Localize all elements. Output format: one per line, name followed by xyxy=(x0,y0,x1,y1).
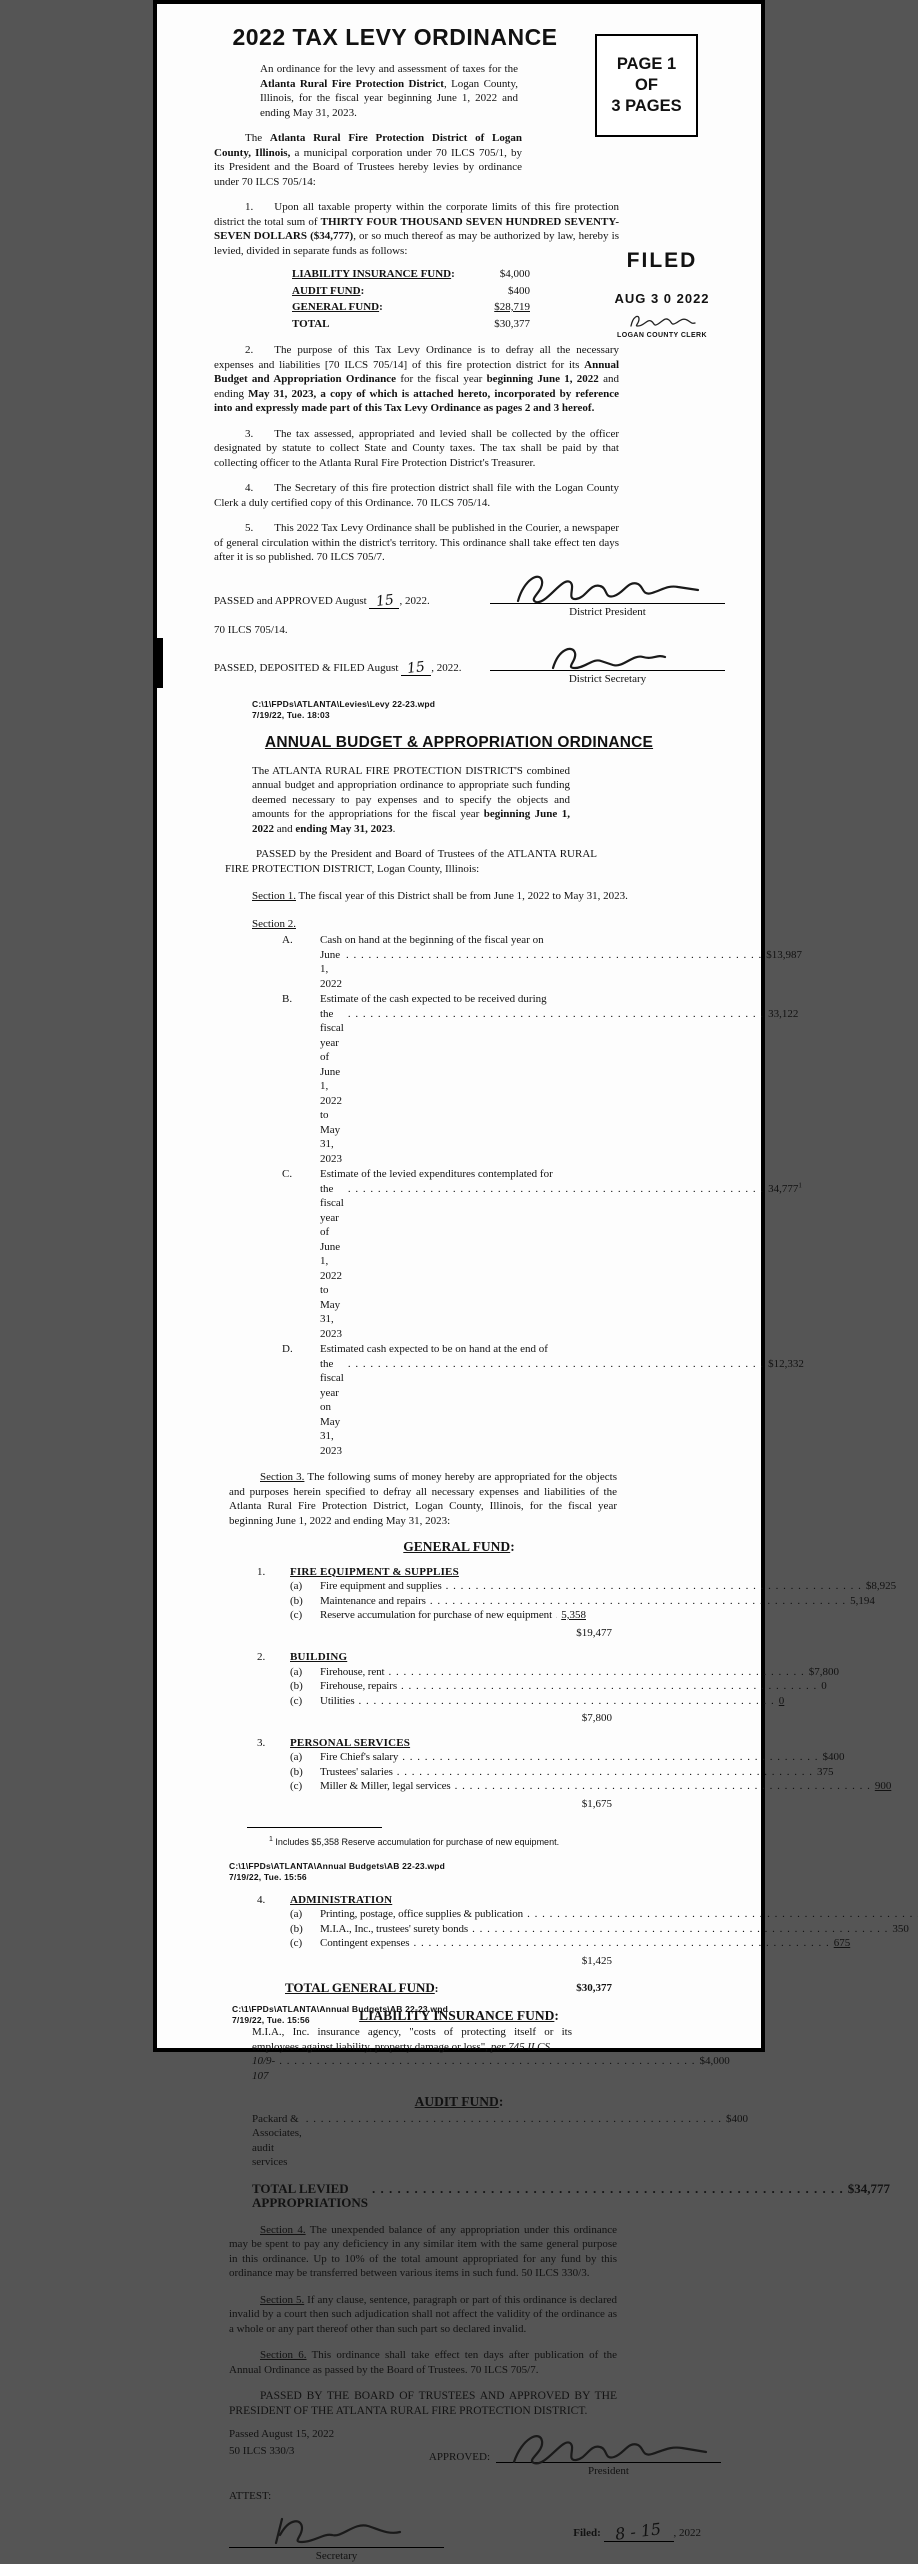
secretary-filed-row xyxy=(229,2509,701,2564)
budget-category: 1. FIRE EQUIPMENT & SUPPLIES (a) Fire equipment and supplies . . . $8,925 (b) Maintenance and repairs . . . 5,194 (c) Reserve accumulation for purchase of new equipment . . . 5,358 $19,477 xyxy=(257,1565,612,1641)
budget-line-item: B. Estimate of the cash expected to be received during the fiscal year of June 1, 2022 to May 31, 2023 . . . 33,122 xyxy=(282,992,600,1166)
dot-leader xyxy=(348,1182,764,1197)
page-box-line: PAGE 1 xyxy=(616,55,677,73)
dot-leader xyxy=(348,1357,764,1372)
district-paragraph: The Atlanta Rural Fire Protection District of Logan County, Illinois, a municipal corporation under 70 ILCS 705/1, by its President and the Board of Trustees hereby levies by ordinance under 70 ILCS 705/14: xyxy=(214,132,523,188)
handwritten-date: 15 xyxy=(374,591,395,610)
budget-intro: The ATLANTA RURAL FIRE PROTECTION DISTRICT'S combined annual budget and appropriation ordinance to appropriate such funding deemed necessary to pay expenses and to specify the objects and amounts for the appropriations for the fiscal year beginning June 1, 2022 and ending May 31, 2023. xyxy=(252,764,570,835)
county-clerk-signature xyxy=(625,311,699,331)
amount: 33,122 xyxy=(768,1007,799,1020)
scanned-ordinance-page xyxy=(153,0,909,2562)
liability-fund-amount-row: 10/9-107 . . . $4,000 xyxy=(252,2054,612,2083)
audit-fund-heading: AUDIT FUND: xyxy=(414,2094,504,2109)
dot-leader xyxy=(455,1779,871,1794)
amount: $34,777 xyxy=(847,2180,891,2196)
dot-leader xyxy=(556,1608,557,1623)
dot-leader xyxy=(359,1694,775,1709)
president-signature-label: District President xyxy=(569,605,646,618)
dot-leader xyxy=(306,2112,722,2127)
budget-line-item: (b) M.I.A., Inc., trustees' surety bonds . . . 350 xyxy=(290,1922,586,1937)
page-box-line: OF xyxy=(635,76,658,94)
category-subtotal: $19,477 xyxy=(576,1626,612,1639)
page-box-line: 3 PAGES xyxy=(611,97,682,115)
file-timestamp: 7/19/22, Tue. 15:56 xyxy=(229,1871,307,1882)
budget-line-item: (a) Firehouse, rent . . . $7,800 xyxy=(290,1665,586,1680)
fund-value: $30,377 xyxy=(494,317,530,330)
handwritten-date: 15 xyxy=(406,658,427,677)
file-timestamp: 7/19/22, Tue. 15:56 xyxy=(232,2015,310,2025)
document-footer xyxy=(252,699,761,721)
amount: $12,332 xyxy=(768,1357,804,1370)
section-3: Section 3. The following sums of money hereby are appropriated for the objects and purposes herein specified to defray all necessary expenses and liabilities of the Atlanta Rural Fire Protection District, Logan County, Illinois, for the fiscal year beginning June 1, 2022 and ending May 31, 2023: xyxy=(229,1471,618,1527)
dot-leader xyxy=(430,1594,846,1609)
ilcs-citation: 50 ILCS 330/3 xyxy=(229,2445,295,2457)
fund-label: LIABILITY INSURANCE FUND xyxy=(292,268,452,280)
fund-label: AUDIT FUND xyxy=(292,284,361,297)
date-blank xyxy=(369,593,399,610)
attest-label: ATTEST: xyxy=(229,2489,272,2502)
fund-table xyxy=(292,266,530,332)
fund-label: TOTAL xyxy=(292,317,330,330)
passed-by-board-text: PASSED BY THE BOARD OF TRUSTEES AND APPROVED BY THE PRESIDENT OF THE ATLANTA RURAL FIRE PROTECTION DISTRICT. xyxy=(229,2390,617,2417)
passed-deposited-text: PASSED, DEPOSITED & FILED August 15 , 2022. xyxy=(214,658,462,677)
total-levied-label: TOTAL LEVIED APPROPRIATIONS xyxy=(252,2180,369,2210)
secretary-signature-label: Secretary xyxy=(315,2550,358,2562)
approved-label: APPROVED: xyxy=(428,2451,490,2463)
budget-category: 3. PERSONAL SERVICES (a) Fire Chief's salary . . . $400 (b) Trustees' salaries . . . 375 (c) Miller & Miller, legal services . . . 900 $1,675 xyxy=(257,1736,612,1812)
intro-paragraph: An ordinance for the levy and assessment of taxes for the Atlanta Rural Fire Protection District, Logan County, Illinois, for the fiscal year beginning June 1, 2022 and ending May 31, 2023. xyxy=(260,63,518,119)
date-blank xyxy=(401,660,431,677)
category-subtotal: $1,675 xyxy=(581,1797,612,1810)
filed-label: Filed: xyxy=(573,2527,601,2539)
levy-item-3: 3. The tax assessed, appropriated and levied shall be collected by the officer designated by statute to collect State and County taxes. The tax shall be paid by that collecting officer to the Atlanta Rural Fire Protection District's Treasurer. xyxy=(214,427,619,469)
budget-line-item: (b) Maintenance and repairs . . . 5,194 xyxy=(290,1594,586,1609)
footnote-marker: 1 xyxy=(269,1836,273,1843)
footnote-block xyxy=(247,1827,761,1850)
dot-leader xyxy=(413,1936,829,1951)
clerk-stamp-label: LOGAN COUNTY CLERK xyxy=(617,331,707,339)
amount: 5,358 xyxy=(561,1609,586,1621)
category-subtotal: $1,425 xyxy=(581,1954,612,1967)
file-path: C:\1\FPDs\ATLANTA\Levies\Levy 22-23.wpd xyxy=(252,699,436,709)
page-number-box xyxy=(595,34,698,137)
levy-item-1: 1. Upon all taxable property within the corporate limits of this fire protection district the total sum of THIRTY FOUR THOUSAND SEVEN HUNDRED SEVENTY-SEVEN DOLLARS ($34,777), or so much thereof as may be authorized by law, hereby is levied, divided in separate funds as follows: xyxy=(214,201,620,257)
president-signature-block xyxy=(490,567,725,620)
budget-heading: ANNUAL BUDGET & APPROPRIATION ORDINANCE xyxy=(264,734,654,751)
footnote-marker: 1 xyxy=(798,1180,802,1189)
section-1: Section 1. The fiscal year of this District shall be from June 1, 2022 to May 31, 2023. xyxy=(252,890,628,902)
budget-line-item: (c) Contingent expenses . . . 675 xyxy=(290,1936,586,1951)
document-footer xyxy=(232,2004,448,2026)
footnote-rule xyxy=(247,1827,382,1828)
general-fund-heading: GENERAL FUND: xyxy=(403,1539,515,1554)
dot-leader xyxy=(472,1922,888,1937)
section-5: Section 5. If any clause, sentence, paragraph or part of this ordinance is declared invalid by a court then such adjudication shall not affect the validity of the ordinance as a whole or any part thereof other than such part so declared invalid. xyxy=(229,2293,617,2335)
total-levied-row xyxy=(252,2180,891,2211)
budget-line-item: (a) Fire Chief's salary . . . $400 xyxy=(290,1750,586,1765)
filed-stamp xyxy=(582,250,742,343)
document-title: 2022 TAX LEVY ORDINANCE xyxy=(232,24,558,50)
budget-line-item: D. Estimated cash expected to be on hand at the end of the fiscal year on May 31, 2023 . . . $12,332 xyxy=(282,1342,600,1458)
file-path: C:\1\FPDs\ATLANTA\Annual Budgets\AB 22-23.wpd xyxy=(232,2004,449,2014)
budget-category: 2. BUILDING (a) Firehouse, rent . . . $7,800 (b) Firehouse, repairs . . . 0 (c) Utilities . . . 0 $7,800 xyxy=(257,1650,612,1726)
passed-date: Passed August 15, 2022 xyxy=(229,2428,335,2440)
passed-approved-row xyxy=(214,567,725,620)
dot-leader xyxy=(401,1679,817,1694)
dot-leader xyxy=(279,2054,695,2069)
budget-passed-by: PASSED by the President and Board of Trustees of the ATLANTA RURAL FIRE PROTECTION DISTRICT, Logan County, Illinois: xyxy=(225,848,597,875)
dot-leader xyxy=(397,1765,813,1780)
dot-leader xyxy=(372,2182,844,2197)
amount: $30,377 xyxy=(576,1982,612,1994)
budget-line-item: (b) Trustees' salaries . . . 375 xyxy=(290,1765,586,1780)
amount: 350 xyxy=(892,1922,909,1935)
file-path: C:\1\FPDs\ATLANTA\Annual Budgets\AB 22-23.wpd xyxy=(229,1860,446,1871)
levy-item-2: 2. The purpose of this Tax Levy Ordinance is to defray all the necessary expenses and liabilities [70 ILCS 705/14] of this fire protection district for its Annual Budget and Appropriation Ordinance for the fiscal year beginning June 1, 2022 and ending May 31, 2023, a copy of which is attached hereto, incorporated by reference into and expressly made part of this Tax Levy Ordinance as pages 2 and 3 hereof. xyxy=(214,344,619,414)
filed-stamp-text: FILED xyxy=(626,249,698,272)
section-4: Section 4. The unexpended balance of any appropriation under this ordinance may be spent to pay any deficiency in any similar item with the same general purpose in this ordinance. Up to 10% of the total amount appropriated for any fund by this ordinance may be transferred between various items in such fund. 50 ILCS 330/3. xyxy=(229,2223,618,2279)
liability-fund-heading: LIABILITY INSURANCE FUND: xyxy=(359,2007,559,2023)
secretary-signature-block xyxy=(229,2509,444,2564)
budget-line-item: (a) Fire equipment and supplies . . . $8,925 xyxy=(290,1579,586,1594)
budget-line-item: A. Cash on hand at the beginning of the fiscal year on June 1, 2022 . . . $13,987 xyxy=(282,933,600,991)
fund-row: LIABILITY INSURANCE FUND: $4,000 xyxy=(292,266,530,283)
section-2-label: Section 2. xyxy=(252,917,296,930)
category-name: PERSONAL SERVICES xyxy=(290,1736,411,1749)
section-2-items xyxy=(282,933,804,1458)
amount: $400 xyxy=(726,2112,749,2125)
amount: 900 xyxy=(874,1780,892,1792)
filed-date-row: Filed: 8 - 15 , 2022 xyxy=(573,2519,701,2544)
amount: 0 xyxy=(778,1694,785,1707)
dot-leader xyxy=(348,1007,764,1022)
amount: $8,925 xyxy=(865,1580,897,1592)
passed-approved-text: PASSED and APPROVED August 15 , 2022. xyxy=(214,591,430,610)
secretary-signature xyxy=(262,2509,412,2551)
fund-table-section xyxy=(157,249,761,339)
fund-row xyxy=(292,316,530,333)
scan-artifact xyxy=(157,638,163,688)
signature-line xyxy=(490,603,725,604)
budget-line-item: (c) Utilities . . . 0 xyxy=(290,1694,586,1709)
passed-deposited-row xyxy=(214,640,725,687)
budget-line-item: (c) Miller & Miller, legal services . . . 900 xyxy=(290,1779,586,1794)
section-6: Section 6. This ordinance shall take effect ten days after publication of the Annual Ordinance as passed by the Board of Trustees. 70 ILCS 705/7. xyxy=(229,2349,617,2376)
president-signature-block xyxy=(496,2426,721,2479)
signature-line xyxy=(490,670,725,671)
amount: 0 xyxy=(821,1680,827,1692)
footnote-text: Includes $5,358 Reserve accumulation for purchase of new equipment. xyxy=(272,1837,560,1847)
category-name: FIRE EQUIPMENT & SUPPLIES xyxy=(290,1565,459,1578)
budget-line-item: (b) Firehouse, repairs . . . 0 xyxy=(290,1679,586,1694)
fund-value: $400 xyxy=(508,284,530,297)
file-timestamp: 7/19/22, Tue. 18:03 xyxy=(252,710,330,720)
amount: $13,987 xyxy=(766,948,802,961)
fund-label: GENERAL FUND xyxy=(292,301,380,313)
budget-line-item: (a) Printing, postage, office supplies & publication . . . xyxy=(290,1907,586,1922)
amount: $4,000 xyxy=(699,2055,730,2067)
fund-row: AUDIT FUND: $400 xyxy=(292,283,530,300)
secretary-signature-block xyxy=(490,640,725,687)
secretary-signature-label: District Secretary xyxy=(568,672,647,685)
scan-artifact xyxy=(157,688,162,724)
amount: 5,194 xyxy=(850,1594,875,1607)
total-general-fund-label: TOTAL GENERAL FUND xyxy=(285,1980,435,1995)
total-general-fund-row: TOTAL GENERAL FUND: $30,377 xyxy=(285,1980,612,1995)
amount: 34,777$^1$ xyxy=(768,1180,802,1195)
fund-value: $28,719 xyxy=(494,301,530,313)
category-name: ADMINISTRATION xyxy=(290,1893,393,1906)
dot-leader xyxy=(402,1750,818,1765)
fund-value: $4,000 xyxy=(499,268,530,280)
dot-leader xyxy=(388,1665,804,1680)
handwritten-date: 8 - 15 xyxy=(614,2519,663,2544)
budget-line-item: (c) Reserve accumulation for purchase of new equipment . . . 5,358 xyxy=(290,1608,586,1623)
amount: 375 xyxy=(817,1765,834,1778)
president-signature-label: President xyxy=(588,2465,629,2477)
signature-line xyxy=(229,2547,444,2548)
amount: 675 xyxy=(833,1937,851,1949)
category-subtotal: $7,800 xyxy=(581,1712,612,1724)
document-footer xyxy=(229,1861,761,1883)
dot-leader xyxy=(527,1907,918,1922)
signature-line xyxy=(496,2462,721,2463)
liability-fund-text: M.I.A., Inc. insurance agency, "costs of protecting itself or its employees against liability, property damage or loss", per 745 ILCS xyxy=(252,2026,572,2053)
audit-fund-row: Packard & Associates, audit services . . . $400 xyxy=(252,2112,612,2170)
amount: $7,800 xyxy=(808,1665,839,1678)
budget-line-item: C. Estimate of the levied expenditures contemplated for the fiscal year of June 1, 2022 to May 31, 2023 . . . 34,777$^1$ xyxy=(282,1167,600,1341)
levy-item-4: 4. The Secretary of this fire protection district shall file with the Logan County Clerk a duly certified copy of this Ordinance. 70 ILCS 705/14. xyxy=(214,482,619,509)
filed-stamp-date: AUG 3 0 2022 xyxy=(614,291,710,306)
budget-category: 4. ADMINISTRATION (a) Printing, postage, office supplies & publication . . . (b) M.I.A., Inc., trustees' surety bonds . . . 350 (c) Contingent expenses . . . 675 $1,425 xyxy=(257,1893,612,1969)
dot-leader xyxy=(446,1579,862,1594)
fund-row: GENERAL FUND: $28,719 xyxy=(292,299,530,316)
amount: $400 xyxy=(822,1751,845,1763)
ilcs-citation: 70 ILCS 705/14. xyxy=(214,624,288,636)
approved-row xyxy=(229,2426,721,2479)
category-name: BUILDING xyxy=(290,1651,348,1663)
levy-item-5: 5. This 2022 Tax Levy Ordinance shall be published in the Courier, a newspaper of general circulation within the district's territory. This ordinance shall take effect ten days after it is so published. 70 ILCS 705/7. xyxy=(214,522,619,563)
dot-leader xyxy=(346,948,762,963)
